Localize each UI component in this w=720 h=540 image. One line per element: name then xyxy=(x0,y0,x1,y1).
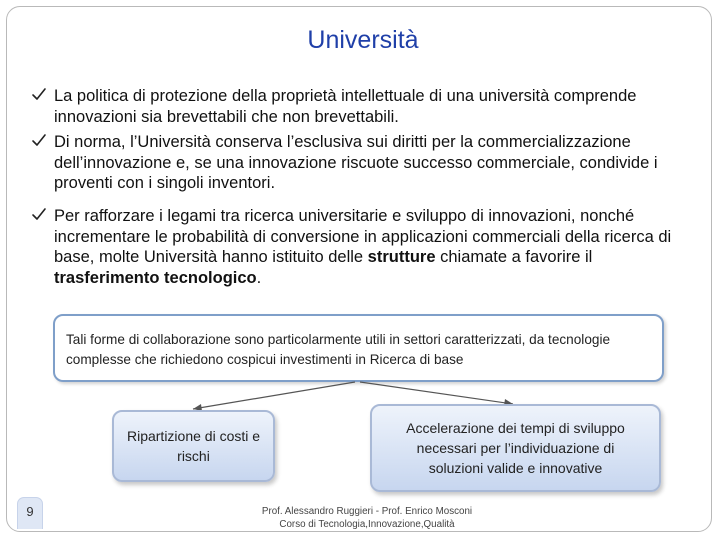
box-cost-risk-text: Ripartizione di costi e rischi xyxy=(126,428,261,464)
page-number: 9 xyxy=(17,497,43,529)
box-cost-risk xyxy=(112,410,275,482)
footer xyxy=(220,505,514,531)
bold-term-trasferimento: trasferimento tecnologico xyxy=(54,268,257,287)
footer-authors: Prof. Alessandro Ruggieri - Prof. Enrico Mosconi xyxy=(261,506,473,517)
bullet-text: Di norma, l’Università conserva l’esclusiva sui diritti per la commercializzazione dell’innovazione e, se una innovazione riscuote successo commerciale, condivide i proventi con i singoli inventori. xyxy=(54,133,658,192)
bullet-text-part: chiamate a favorire il xyxy=(435,248,593,266)
box-acceleration xyxy=(370,404,661,492)
bullet-text-part: . xyxy=(256,268,262,287)
box-acceleration-text: Accelerazione dei tempi di sviluppo necessari per l’individuazione di soluzioni valide e innovative xyxy=(406,420,625,476)
connector-line-left xyxy=(193,382,355,409)
bullet-text: La politica di protezione della proprietà intellettuale di una università comprende innovazioni sia brevettabili che non brevettabili. xyxy=(54,87,637,126)
callout-text: Tali forme di collaborazione sono particolarmente utili in settori caratterizzati, da tecnologie complesse che richiedono cospicui investimenti in Ricerca di base xyxy=(66,332,611,367)
footer-course: Corso di Tecnologia,Innovazione,Qualità xyxy=(279,519,455,530)
bullet-text-part: Per rafforzare i legami tra ricerca universitarie e sviluppo di innovazioni, nonché incrementare le probabilità di conversione in applicazioni commerciali della ricerca di base, molte Università hanno istituito delle xyxy=(54,207,672,266)
slide-title: Università xyxy=(307,26,419,54)
connector-line-right xyxy=(360,382,513,404)
bold-term-strutture: strutture xyxy=(367,248,436,266)
